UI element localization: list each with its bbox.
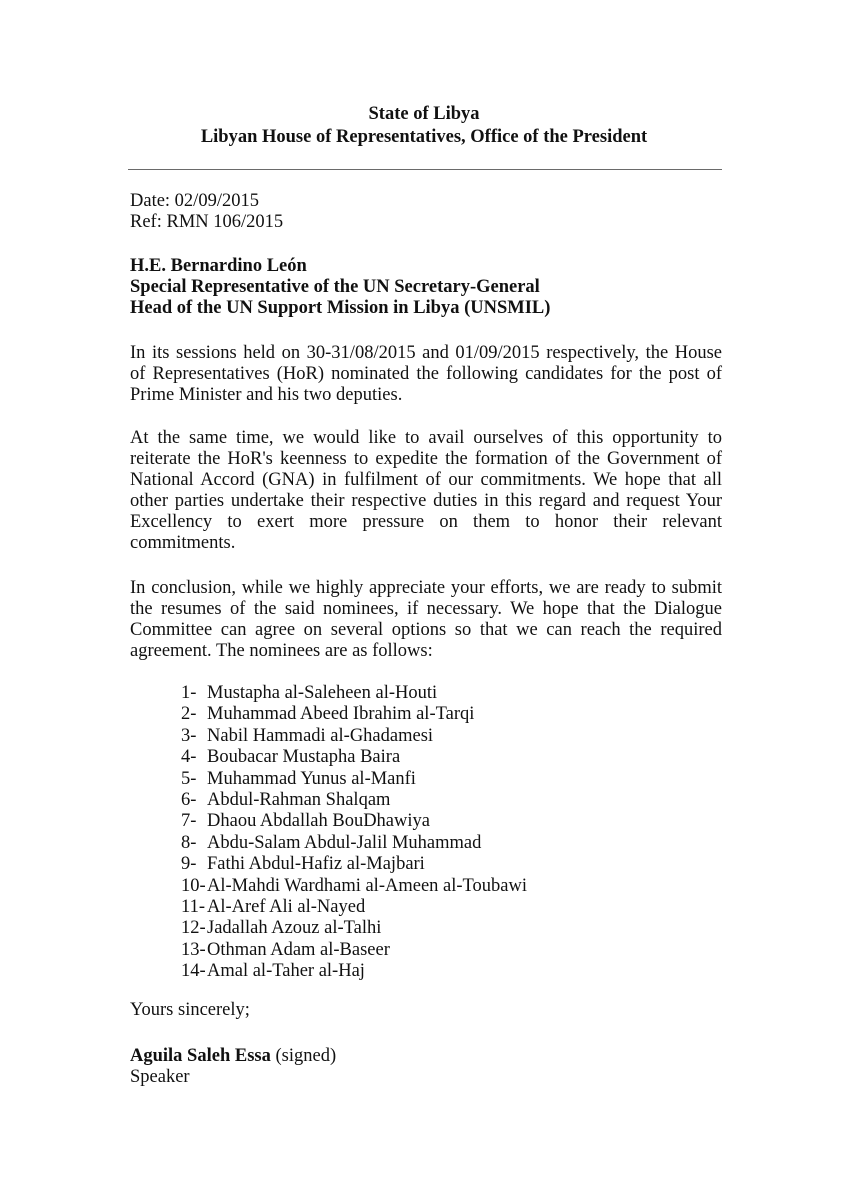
list-item-name: Jadallah Azouz al-Talhi xyxy=(207,918,382,939)
addressee-title-1: Special Representative of the UN Secretary-General xyxy=(130,277,540,297)
list-item-number: 7- xyxy=(181,811,197,832)
letterhead-state: State of Libya xyxy=(368,104,480,124)
list-item-number: 3- xyxy=(181,725,197,746)
list-item-number: 11- xyxy=(181,896,205,917)
list-item xyxy=(181,790,527,811)
list-item xyxy=(181,704,527,725)
signature-line xyxy=(130,1046,722,1067)
list-item-number: 13- xyxy=(181,939,206,960)
signature-block xyxy=(130,1046,722,1088)
list-item-number: 8- xyxy=(181,832,197,853)
addressee-name: H.E. Bernardino León xyxy=(130,256,307,276)
list-item xyxy=(181,918,527,939)
list-item xyxy=(181,811,527,832)
signatory-name: Aguila Saleh Essa xyxy=(130,1046,271,1066)
list-item-number: 12- xyxy=(181,918,206,939)
list-item xyxy=(181,769,527,790)
list-item-number: 10- xyxy=(181,875,206,896)
list-item-name: Muhammad Yunus al-Manfi xyxy=(207,768,416,789)
signatory-title: Speaker xyxy=(130,1067,190,1087)
letterhead-office: Libyan House of Representatives, Office of the President xyxy=(200,127,648,147)
list-item-number: 1- xyxy=(181,683,197,703)
list-item-name: Dhaou Abdallah BouDhawiya xyxy=(207,811,430,832)
header-divider xyxy=(128,169,722,170)
list-item-number: 9- xyxy=(181,854,197,875)
list-item-name: Othman Adam al-Baseer xyxy=(207,939,390,960)
list-item-number: 6- xyxy=(181,789,197,810)
list-item xyxy=(181,726,527,747)
list-item-name: Nabil Hammadi al-Ghadamesi xyxy=(207,725,434,746)
list-item-name: Muhammad Abeed Ibrahim al-Tarqi xyxy=(207,704,475,725)
letter-ref: Ref: RMN 106/2015 xyxy=(130,212,284,232)
list-item-name: Amal al-Taher al-Haj xyxy=(207,961,365,982)
list-item xyxy=(181,961,527,982)
list-item xyxy=(181,940,527,961)
list-item-name: Fathi Abdul-Hafiz al-Majbari xyxy=(207,854,425,875)
list-item-name: Abdu-Salam Abdul-Jalil Muhammad xyxy=(207,832,482,853)
letter-date: Date: 02/09/2015 xyxy=(130,191,259,211)
list-item xyxy=(181,876,527,897)
list-item-number: 4- xyxy=(181,747,197,768)
closing-salutation: Yours sincerely; xyxy=(130,1000,250,1020)
list-item-number: 5- xyxy=(181,768,197,789)
list-item-name: Boubacar Mustapha Baira xyxy=(207,747,401,768)
list-item xyxy=(181,683,527,704)
body-paragraph-2: At the same time, we would like to avail ourselves of this opportunity to reiterate the HoR's keenness to expedite the formation of the Government of National Accord (GNA) in fulfilment of our commitments. We hope that all other parties undertake their respective duties in this regard and request Your Excellency to exert more pressure on them to honor their relevant commitments. xyxy=(130,428,722,553)
list-item-name: Mustapha al-Saleheen al-Houti xyxy=(207,683,438,703)
list-item xyxy=(181,897,527,918)
body-paragraph-1: In its sessions held on 30-31/08/2015 and 01/09/2015 respectively, the House of Representatives (HoR) nominated the following candidates for the post of Prime Minister and his two deputies. xyxy=(130,343,722,405)
letter-meta xyxy=(130,191,722,233)
list-item xyxy=(181,747,527,768)
list-item-name: Abdul-Rahman Shalqam xyxy=(207,789,391,810)
list-item xyxy=(181,833,527,854)
letterhead xyxy=(0,104,848,148)
list-item-name: Al-Aref Ali al-Nayed xyxy=(207,896,366,917)
addressee-title-2: Head of the UN Support Mission in Libya (UNSMIL) xyxy=(130,298,551,318)
list-item-number: 14- xyxy=(181,961,206,982)
addressee-block xyxy=(130,256,722,319)
list-item-number: 2- xyxy=(181,704,197,725)
signature-note: (signed) xyxy=(270,1046,337,1066)
list-item-name: Al-Mahdi Wardhami al-Ameen al-Toubawi xyxy=(207,875,528,896)
nominee-list xyxy=(181,683,527,982)
list-item xyxy=(181,854,527,875)
body-paragraph-3: In conclusion, while we highly appreciate your efforts, we are ready to submit the resumes of the said nominees, if necessary. We hope that the Dialogue Committee can agree on several options so that we can reach the required agreement. The nominees are as follows: xyxy=(130,578,722,661)
